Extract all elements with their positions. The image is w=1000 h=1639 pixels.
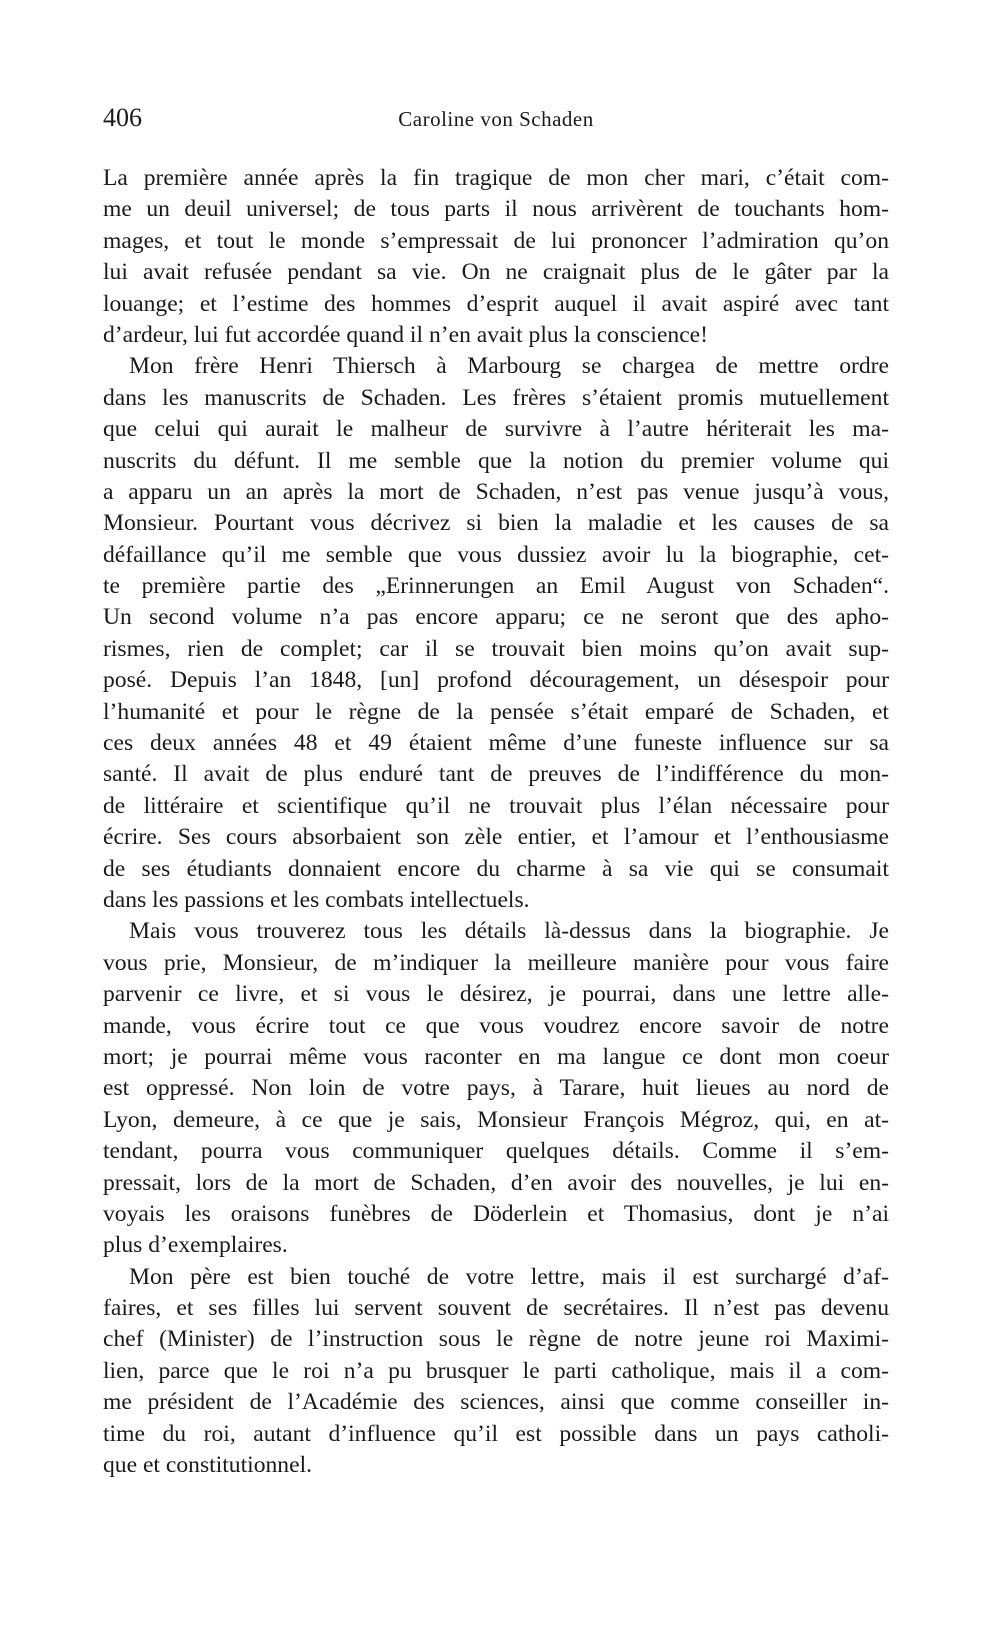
text-line: La première année après la fin tragique de mon cher mari, c’était com- bbox=[103, 165, 889, 191]
text-line: ces deux années 48 et 49 étaient même d’une funeste influence sur sa bbox=[103, 730, 889, 757]
text-line: tendant, pourra vous communiquer quelques détails. Comme il s’em- bbox=[103, 1138, 889, 1165]
text-line: santé. Il avait de plus enduré tant de preuves de l’indifférence du mon- bbox=[103, 761, 889, 788]
paragraph bbox=[103, 163, 889, 351]
text-line: posé. Depuis l’an 1848, [un] profond découragement, un désespoir pour bbox=[103, 667, 889, 694]
text-line: vous prie, Monsieur, de m’indiquer la meilleure manière pour vous faire bbox=[103, 949, 889, 976]
text-line: nuscrits du défunt. Il me semble que la notion du premier volume qui bbox=[103, 447, 889, 474]
text-line: d’ardeur, lui fut accordée quand il n’en avait plus la conscience! bbox=[103, 321, 709, 348]
text-line: me président de l’Académie des sciences, ainsi que comme conseiller in- bbox=[103, 1389, 889, 1416]
text-line: louange; et l’estime des hommes d’esprit auquel il avait aspiré avec tant bbox=[103, 290, 889, 317]
text-line: défaillance qu’il me semble que vous dussiez avoir lu la biographie, cet- bbox=[103, 541, 889, 568]
text-line: time du roi, autant d’influence qu’il est possible dans un pays catholi- bbox=[103, 1420, 889, 1447]
text-line: Monsieur. Pourtant vous décrivez si bien la maladie et les causes de sa bbox=[103, 510, 889, 537]
text-line: dans les manuscrits de Schaden. Les frères s’étaient promis mutuellement bbox=[103, 384, 889, 411]
text-line: Un second volume n’a pas encore apparu; ce ne seront que des apho- bbox=[103, 604, 889, 631]
text-line: Mon frère Henri Thiersch à Marbourg se chargea de mettre ordre bbox=[129, 353, 889, 380]
text-line: que et constitutionnel. bbox=[103, 1452, 313, 1479]
text-line: rismes, rien de complet; car il se trouvait bien moins qu’on avait sup- bbox=[103, 635, 889, 662]
text-line: mort; je pourrai même vous raconter en ma langue ce dont mon coeur bbox=[103, 1043, 889, 1070]
text-line: pressait, lors de la mort de Schaden, d’en avoir des nouvelles, je lui en- bbox=[103, 1169, 889, 1196]
text-line: a apparu un an après la mort de Schaden, n’est pas venue jusqu’à vous, bbox=[103, 478, 889, 505]
text-line: mages, et tout le monde s’empressait de lui prononcer l’admiration qu’on bbox=[103, 227, 889, 254]
text-line: voyais les oraisons funèbres de Döderlein et Thomasius, dont je n’ai bbox=[103, 1200, 889, 1227]
text-line: plus d’exemplaires. bbox=[103, 1232, 288, 1259]
text-line: de ses étudiants donnaient encore du charme à sa vie qui se consumait bbox=[103, 855, 889, 882]
text-line: écrire. Ses cours absorbaient son zèle entier, et l’amour et l’enthousiasme bbox=[103, 824, 889, 851]
text-line: est oppressé. Non loin de votre pays, à Tarare, huit lieues au nord de bbox=[103, 1075, 889, 1102]
text-line: Lyon, demeure, à ce que je sais, Monsieur François Mégroz, qui, en at- bbox=[103, 1106, 889, 1133]
page-number: 406 bbox=[103, 103, 142, 132]
running-title: Caroline von Schaden bbox=[398, 107, 594, 131]
page-header bbox=[103, 103, 889, 143]
text-line: que celui qui aurait le malheur de survivre à l’autre hériterait les ma- bbox=[103, 416, 889, 443]
text-line: lui avait refusée pendant sa vie. On ne craignait plus de le gâter par la bbox=[103, 259, 889, 286]
text-line: faires, et ses filles lui servent souvent de secrétaires. Il n’est pas devenu bbox=[103, 1295, 889, 1322]
text-line: Mon père est bien touché de votre lettre, mais il est surchargé d’af- bbox=[129, 1263, 889, 1290]
text-line: lien, parce que le roi n’a pu brusquer le parti catholique, mais il a com- bbox=[103, 1357, 889, 1384]
text-line: mande, vous écrire tout ce que vous voudrez encore savoir de notre bbox=[103, 1012, 889, 1039]
text-line: me un deuil universel; de tous parts il nous arrivèrent de touchants hom- bbox=[103, 196, 889, 223]
body-text bbox=[103, 163, 889, 1481]
paragraph bbox=[103, 916, 889, 1261]
text-line: parvenir ce livre, et si vous le désirez, je pourrai, dans une lettre alle- bbox=[103, 981, 889, 1008]
paragraph bbox=[103, 351, 889, 916]
text-line: de littéraire et scientifique qu’il ne trouvait plus l’élan nécessaire pour bbox=[103, 792, 889, 819]
paragraph bbox=[103, 1262, 889, 1482]
text-line: te première partie des „Erinnerungen an Emil August von Schaden“. bbox=[103, 573, 889, 600]
text-line: Mais vous trouverez tous les détails là-dessus dans la biographie. Je bbox=[129, 918, 889, 945]
text-line: chef (Minister) de l’instruction sous le règne de notre jeune roi Maximi- bbox=[103, 1326, 889, 1353]
text-line: l’humanité et pour le règne de la pensée s’était emparé de Schaden, et bbox=[103, 698, 889, 725]
text-line: dans les passions et les combats intellectuels. bbox=[103, 886, 530, 913]
